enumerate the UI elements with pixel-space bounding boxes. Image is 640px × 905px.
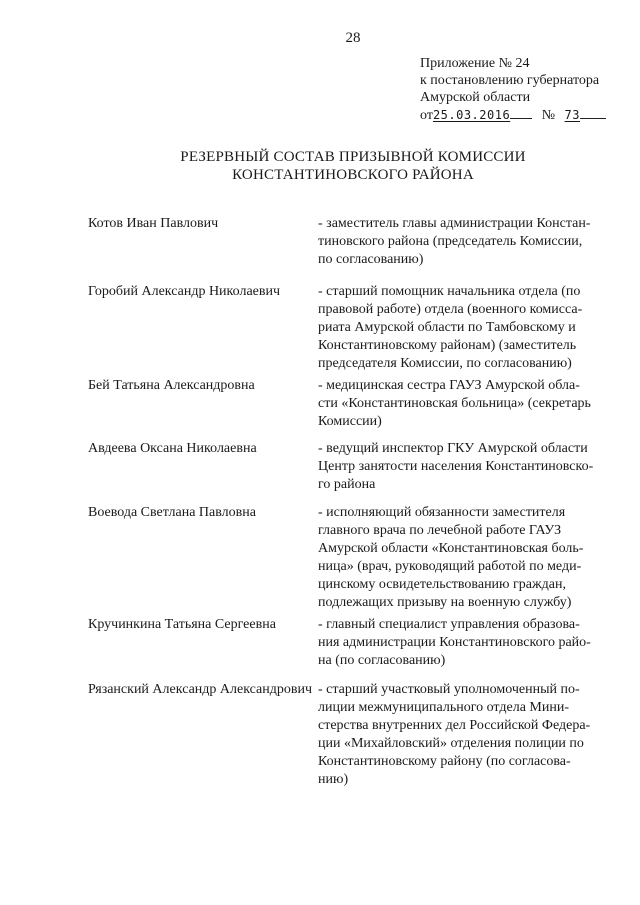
role-line: лиции межмуниципального отдела Мини- — [318, 700, 569, 715]
member-name: Авдеева Оксана Николаевна — [88, 441, 257, 456]
role-line: Комиссии) — [318, 414, 382, 429]
role-line: цинскому освидетельствованию граждан, — [318, 577, 566, 592]
appendix-line-3: Амурской области — [420, 90, 531, 105]
date-blank — [510, 106, 532, 119]
role-line: риата Амурской области по Тамбовскому и — [318, 320, 576, 335]
member-name: Кручинкина Татьяна Сергеевна — [88, 617, 276, 632]
role-line: Константиновскому району (по согласова- — [318, 754, 571, 769]
member-name: Рязанский Александр Александрович — [88, 682, 313, 697]
date-value: 25.03.2016 — [432, 108, 511, 122]
member-role — [318, 681, 604, 789]
role-line: правовой работе) отдела (военного комисса- — [318, 302, 583, 317]
member-name: Котов Иван Павлович — [88, 216, 219, 231]
number-value: 73 — [564, 108, 580, 122]
title-line-1: РЕЗЕРВНЫЙ СОСТАВ ПРИЗЫВНОЙ КОМИССИИ — [180, 149, 526, 165]
role-line: Амурской области «Константиновская боль- — [318, 541, 584, 556]
member-role — [318, 504, 604, 612]
role-line: главного врача по лечебной работе ГАУЗ — [318, 523, 562, 538]
role-line: го района — [318, 477, 376, 492]
role-line: ния администрации Константиновского райо- — [318, 635, 591, 650]
role-line: - заместитель главы администрации Констан- — [318, 216, 591, 231]
role-line: ница» (врач, руководящий работой по меди- — [318, 559, 582, 574]
role-line: - главный специалист управления образова- — [318, 617, 580, 632]
role-line: Константиновскому районам) (заместитель — [318, 338, 577, 353]
number-prefix: № — [541, 108, 556, 123]
role-line: стерства внутренних дел Российской Федера- — [318, 718, 591, 733]
date-prefix: от — [420, 108, 433, 123]
number-blank — [580, 106, 606, 119]
role-line: тиновского района (председатель Комиссии, — [318, 234, 583, 249]
role-line: по согласованию) — [318, 252, 424, 267]
role-line: - исполняющий обязанности заместителя — [318, 505, 566, 520]
role-line: председателя Комиссии, по согласованию) — [318, 356, 572, 371]
member-role — [318, 616, 604, 670]
role-line: - медицинская сестра ГАУЗ Амурской обла- — [318, 378, 580, 393]
role-line: Центр занятости населения Константиновско- — [318, 459, 594, 474]
role-line: подлежащих призыву на военную службу) — [318, 595, 572, 610]
role-line: нию) — [318, 772, 349, 787]
member-role — [318, 377, 604, 431]
member-name: Воевода Светлана Павловна — [88, 505, 256, 520]
role-line: - старший помощник начальника отдела (по — [318, 284, 581, 299]
role-line: сти «Константиновская больница» (секретарь — [318, 396, 591, 411]
appendix-line-2: к постановлению губернатора — [420, 73, 600, 88]
page-number: 28 — [345, 30, 361, 46]
member-role — [318, 440, 604, 494]
appendix-block — [420, 55, 606, 124]
title-line-2: КОНСТАНТИНОВСКОГО РАЙОНА — [232, 167, 474, 183]
role-line: ции «Михайловский» отделения полиции по — [318, 736, 584, 751]
role-line: - старший участковый уполномоченный по- — [318, 682, 580, 697]
member-name: Бей Татьяна Александровна — [88, 378, 255, 393]
member-role — [318, 283, 604, 373]
member-role — [318, 215, 604, 269]
role-line: - ведущий инспектор ГКУ Амурской области — [318, 441, 588, 456]
member-name: Горобий Александр Николаевич — [88, 284, 281, 299]
appendix-line-1: Приложение № 24 — [420, 56, 530, 71]
appendix-date-number-line — [420, 106, 606, 124]
document-title — [0, 148, 640, 184]
role-line: на (по согласованию) — [318, 653, 446, 668]
